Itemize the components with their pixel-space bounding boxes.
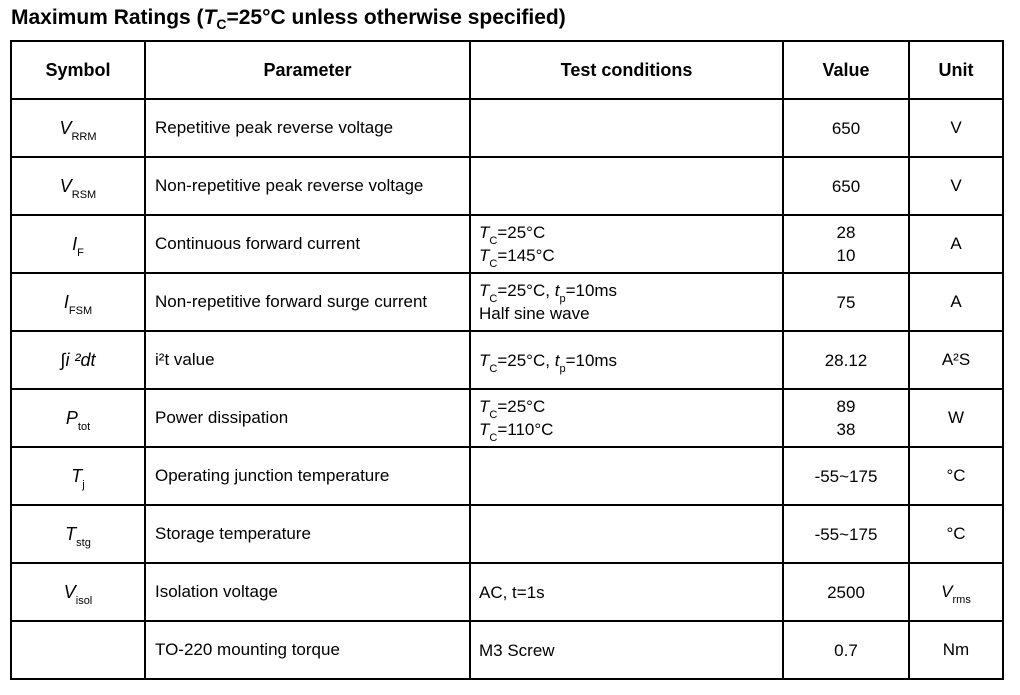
symbol-subscript: FSM xyxy=(68,304,93,317)
table-row xyxy=(11,99,1003,157)
condition-line xyxy=(479,349,782,375)
condition-text: M3 Screw xyxy=(479,640,555,660)
value-line: 2500 xyxy=(827,582,865,602)
condition-text: =25°C xyxy=(497,397,546,416)
condition-text: Half sine wave xyxy=(479,304,590,323)
condition-line xyxy=(479,221,782,247)
parameter-cell: Operating junction temperature xyxy=(145,447,470,505)
condition-subscript: p xyxy=(559,362,566,375)
value-cell xyxy=(783,563,909,621)
unit-cell xyxy=(909,215,1003,273)
symbol-letter: V xyxy=(59,175,72,196)
test-conditions-cell xyxy=(470,273,783,331)
table-row xyxy=(11,563,1003,621)
parameter-cell: TO-220 mounting torque xyxy=(145,621,470,679)
condition-text: =25°C, xyxy=(497,350,555,370)
test-conditions-cell xyxy=(470,99,783,157)
symbol-letter: I xyxy=(63,291,69,312)
symbol-subscript: j xyxy=(82,478,85,491)
condition-text: =25°C, xyxy=(497,281,555,300)
condition-text: =25°C xyxy=(497,223,546,242)
condition-line xyxy=(479,302,782,325)
condition-variable: T xyxy=(479,350,490,370)
test-conditions-cell xyxy=(470,215,783,273)
condition-subscript: C xyxy=(489,432,498,444)
value-line: 75 xyxy=(836,292,856,312)
condition-variable: t xyxy=(554,281,560,300)
value-line: -55~175 xyxy=(814,466,878,486)
symbol-subscript: RSM xyxy=(71,188,97,201)
unit-text: V xyxy=(950,118,962,137)
value-line: 38 xyxy=(836,420,856,439)
condition-subscript: C xyxy=(489,362,498,375)
symbol-subscript: F xyxy=(77,246,84,259)
unit-cell xyxy=(909,273,1003,331)
symbol-cell xyxy=(11,563,145,621)
condition-line xyxy=(479,279,782,305)
condition-line xyxy=(479,418,782,444)
value-cell xyxy=(783,273,909,331)
test-conditions-cell xyxy=(470,563,783,621)
value-line: 10 xyxy=(836,246,856,265)
table-row xyxy=(11,389,1003,447)
parameter-cell: Storage temperature xyxy=(145,505,470,563)
symbol-cell xyxy=(11,99,145,157)
table-row xyxy=(11,621,1003,679)
condition-line xyxy=(479,395,782,421)
condition-variable: T xyxy=(479,420,490,439)
condition-variable: T xyxy=(479,223,490,242)
header-value: Value xyxy=(783,41,909,99)
symbol-cell xyxy=(11,273,145,331)
condition-line xyxy=(479,581,782,604)
table-row xyxy=(11,215,1003,273)
value-line: 650 xyxy=(831,118,861,138)
unit-letter: V xyxy=(941,582,953,601)
value-line: -55~175 xyxy=(814,524,878,544)
title-sub: C xyxy=(216,16,227,32)
title-suffix: =25°C unless otherwise specified) xyxy=(226,6,566,29)
header-unit: Unit xyxy=(909,41,1003,99)
test-conditions-cell xyxy=(470,157,783,215)
table-row xyxy=(11,505,1003,563)
unit-cell xyxy=(909,389,1003,447)
unit-text: A²S xyxy=(941,350,971,369)
symbol-subscript: tot xyxy=(77,420,91,433)
symbol-cell xyxy=(11,505,145,563)
value-cell xyxy=(783,621,909,679)
parameter-cell: Isolation voltage xyxy=(145,563,470,621)
symbol-cell xyxy=(11,215,145,273)
unit-text: Nm xyxy=(942,640,970,659)
unit-text: A xyxy=(950,234,962,253)
condition-subscript: C xyxy=(489,293,498,305)
condition-subscript: p xyxy=(559,293,566,305)
parameter-cell: Non-repetitive forward surge current xyxy=(145,273,470,331)
unit-cell xyxy=(909,157,1003,215)
value-cell xyxy=(783,447,909,505)
condition-line xyxy=(479,244,782,270)
value-line: 650 xyxy=(831,176,861,196)
value-line: 89 xyxy=(836,397,856,416)
title-var: T xyxy=(203,6,217,29)
condition-variable: T xyxy=(479,397,490,416)
test-conditions-cell xyxy=(470,505,783,563)
table-row xyxy=(11,273,1003,331)
unit-text: °C xyxy=(946,524,966,543)
header-row xyxy=(11,41,1003,99)
maximum-ratings-table xyxy=(10,40,1004,680)
condition-line xyxy=(479,639,782,662)
unit-text: W xyxy=(947,408,965,427)
value-line: 28.12 xyxy=(824,350,868,370)
parameter-cell: i²t value xyxy=(145,331,470,389)
condition-text: =10ms xyxy=(565,350,618,370)
condition-subscript: C xyxy=(489,258,498,270)
header-test-conditions: Test conditions xyxy=(470,41,783,99)
condition-variable: T xyxy=(479,246,490,265)
condition-text: AC, t=1s xyxy=(479,582,545,602)
table-row xyxy=(11,447,1003,505)
parameter-cell: Repetitive peak reverse voltage xyxy=(145,99,470,157)
value-cell xyxy=(783,389,909,447)
test-conditions-cell xyxy=(470,621,783,679)
symbol-letter: ∫i ²dt xyxy=(60,349,96,370)
value-cell xyxy=(783,505,909,563)
value-line: 0.7 xyxy=(834,640,858,660)
unit-cell xyxy=(909,447,1003,505)
symbol-cell xyxy=(11,157,145,215)
symbol-letter: P xyxy=(65,407,78,428)
symbol-letter: V xyxy=(63,581,76,602)
test-conditions-cell xyxy=(470,447,783,505)
value-cell xyxy=(783,99,909,157)
parameter-cell: Continuous forward current xyxy=(145,215,470,273)
unit-text: V xyxy=(950,176,962,195)
symbol-letter: T xyxy=(71,465,83,486)
unit-subscript: rms xyxy=(952,594,971,606)
unit-cell xyxy=(909,621,1003,679)
condition-text: =145°C xyxy=(497,246,555,265)
unit-text: °C xyxy=(946,466,966,485)
unit-cell xyxy=(909,331,1003,389)
unit-cell xyxy=(909,99,1003,157)
unit-cell xyxy=(909,563,1003,621)
symbol-letter: T xyxy=(65,523,77,544)
value-cell xyxy=(783,331,909,389)
symbol-subscript: RRM xyxy=(71,130,97,143)
symbol-subscript: isol xyxy=(75,594,93,607)
value-cell xyxy=(783,157,909,215)
condition-text: =10ms xyxy=(565,281,618,300)
section-title xyxy=(11,6,566,30)
table-row xyxy=(11,331,1003,389)
condition-variable: t xyxy=(554,350,560,370)
condition-variable: T xyxy=(479,281,490,300)
unit-cell xyxy=(909,505,1003,563)
symbol-letter: I xyxy=(72,233,78,254)
symbol-letter: V xyxy=(59,117,72,138)
test-conditions-cell xyxy=(470,331,783,389)
condition-subscript: C xyxy=(489,409,498,421)
unit-text: A xyxy=(950,292,962,311)
parameter-cell: Power dissipation xyxy=(145,389,470,447)
parameter-cell: Non-repetitive peak reverse voltage xyxy=(145,157,470,215)
value-cell xyxy=(783,215,909,273)
header-symbol: Symbol xyxy=(11,41,145,99)
symbol-cell xyxy=(11,621,145,679)
table-row xyxy=(11,157,1003,215)
symbol-cell xyxy=(11,331,145,389)
test-conditions-cell xyxy=(470,389,783,447)
condition-text: =110°C xyxy=(497,420,554,439)
symbol-cell xyxy=(11,389,145,447)
header-parameter: Parameter xyxy=(145,41,470,99)
symbol-subscript: stg xyxy=(76,536,91,549)
value-line: 28 xyxy=(836,223,856,242)
symbol-cell xyxy=(11,447,145,505)
title-prefix: Maximum Ratings ( xyxy=(11,6,204,29)
condition-subscript: C xyxy=(489,235,498,247)
